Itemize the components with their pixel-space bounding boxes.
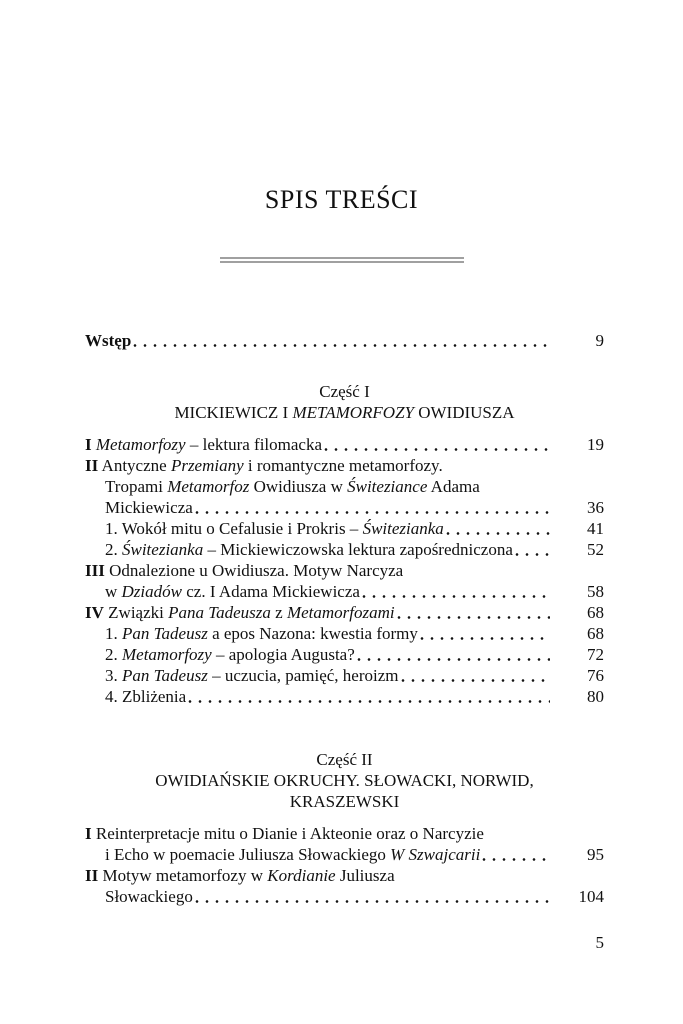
text-segment: Świtezianka <box>362 519 444 538</box>
toc-line-text <box>85 865 395 886</box>
text-segment: z <box>270 603 287 622</box>
text-segment: Juliusza <box>335 866 395 885</box>
dot-leader <box>446 518 550 539</box>
decorative-double-rule <box>220 257 464 263</box>
toc-line-text <box>105 886 193 907</box>
toc-line-text <box>85 455 443 476</box>
text-segment: – lektura filomacka <box>185 435 323 454</box>
toc-entry <box>85 823 604 865</box>
toc-page-number: 41 <box>587 519 604 538</box>
text-segment: Pan Tadeusz <box>122 624 208 643</box>
dot-leader <box>482 844 550 865</box>
toc-line-text <box>105 644 355 665</box>
text-segment: – Mickiewiczowska lektura zapośredniczona <box>203 540 513 559</box>
part-heading-line <box>85 770 604 791</box>
toc-page-number: 9 <box>595 331 604 350</box>
text-segment: Odnalezione u Owidiusza. Motyw Narcyza <box>104 561 404 580</box>
dot-leader <box>357 644 550 665</box>
toc-line <box>85 518 604 539</box>
dot-leader <box>133 330 550 351</box>
dot-leader <box>195 497 550 518</box>
toc-entry <box>85 602 604 623</box>
text-segment: Pana Tadeusza <box>168 603 271 622</box>
text-segment: Część II <box>316 750 373 769</box>
toc-line-text <box>105 476 480 497</box>
toc-line <box>85 581 604 602</box>
text-segment: Motyw metamorfozy w <box>98 866 268 885</box>
toc-entry <box>85 560 604 602</box>
text-segment: Mickiewicza <box>105 498 193 517</box>
text-segment: METAMORFOZY <box>292 403 414 422</box>
toc-line <box>85 476 604 497</box>
toc-page-number: 95 <box>587 845 604 864</box>
toc-line <box>85 823 604 844</box>
toc-page-number: 36 <box>587 498 604 517</box>
text-segment: Związki <box>103 603 169 622</box>
toc-line-text <box>85 330 131 351</box>
toc-entry <box>85 455 604 518</box>
text-segment: Słowackiego <box>105 887 193 906</box>
toc-line-text <box>85 560 403 581</box>
toc-line <box>85 665 604 686</box>
dot-leader <box>195 886 550 907</box>
toc-line-text <box>105 497 193 518</box>
text-segment: 1. Wokół mitu o Cefalusie i Prokris – <box>105 519 363 538</box>
text-segment: 2. <box>105 645 122 664</box>
text-segment: w <box>105 582 122 601</box>
toc-line-text <box>105 518 444 539</box>
text-segment: OWIDIAŃSKIE OKRUCHY. SŁOWACKI, NORWID, <box>155 771 534 790</box>
part-heading <box>85 381 604 423</box>
text-segment: cz. I Adama Mickiewicza <box>182 582 360 601</box>
toc-page-number: 80 <box>587 687 604 706</box>
toc-line-text <box>85 823 484 844</box>
dot-leader <box>397 602 550 623</box>
toc-line-text <box>105 665 399 686</box>
folio-page-number: 5 <box>595 933 604 952</box>
text-segment: 4. Zbliżenia <box>105 687 187 706</box>
toc-line-text <box>105 539 513 560</box>
toc-page-number: 72 <box>587 645 604 664</box>
toc-line <box>85 330 604 351</box>
toc-line <box>85 886 604 907</box>
toc-page-number: 52 <box>587 540 604 559</box>
toc-entry <box>85 518 604 539</box>
toc-line-text <box>85 434 322 455</box>
text-segment: a epos Nazona: kwestia formy <box>207 624 418 643</box>
text-segment: Pan Tadeusz <box>122 666 208 685</box>
toc-entry <box>85 644 604 665</box>
dot-leader <box>401 665 551 686</box>
toc-page-number: 68 <box>587 603 604 622</box>
toc-line <box>85 623 604 644</box>
text-segment: Tropami <box>105 477 168 496</box>
text-segment: Owidiusza w <box>249 477 348 496</box>
text-segment: Metamorfozy <box>95 435 186 454</box>
text-segment: II <box>85 456 99 475</box>
part-heading-line <box>85 749 604 770</box>
dot-leader <box>188 686 550 707</box>
dot-leader <box>420 623 550 644</box>
toc-page-number: 58 <box>587 582 604 601</box>
text-segment: Wstęp <box>85 331 132 350</box>
toc-page-number: 76 <box>587 666 604 685</box>
text-segment: III <box>85 561 105 580</box>
toc-entry <box>85 865 604 907</box>
text-segment: I <box>85 824 92 843</box>
text-segment: I <box>85 435 92 454</box>
part-heading-line <box>85 791 604 812</box>
text-segment: KRASZEWSKI <box>289 792 400 811</box>
text-segment: IV <box>85 603 104 622</box>
toc-line-text <box>105 686 186 707</box>
toc-line <box>85 539 604 560</box>
text-segment: II <box>85 866 99 885</box>
part-heading-line <box>85 402 604 423</box>
toc-line <box>85 434 604 455</box>
toc-entry <box>85 665 604 686</box>
text-segment: Dziadów <box>121 582 182 601</box>
text-segment: Kordianie <box>267 866 336 885</box>
part-heading-line <box>85 381 604 402</box>
toc-line <box>85 686 604 707</box>
text-segment: – uczucia, pamięć, heroizm <box>207 666 399 685</box>
toc-line <box>85 644 604 665</box>
text-segment: Adama <box>427 477 480 496</box>
toc-page-number: 104 <box>578 887 604 906</box>
text-segment: Metamorfozami <box>286 603 395 622</box>
toc-entry <box>85 623 604 644</box>
text-segment: i romantyczne metamorfozy. <box>243 456 443 475</box>
text-segment: Antyczne <box>98 456 171 475</box>
toc-line <box>85 455 604 476</box>
text-segment: Część I <box>319 382 370 401</box>
text-segment: i Echo w poemacie Juliusza Słowackiego <box>105 845 391 864</box>
text-segment: 3. <box>105 666 122 685</box>
dot-leader <box>362 581 550 602</box>
text-segment: Metamorfoz <box>167 477 250 496</box>
page-title: SPIS TREŚCI <box>264 185 419 214</box>
text-segment: Przemiany <box>170 456 244 475</box>
toc-page-number: 68 <box>587 624 604 643</box>
toc-line <box>85 497 604 518</box>
toc-entry <box>85 539 604 560</box>
text-segment: Metamorfozy <box>122 645 212 664</box>
text-segment: – apologia Augusta? <box>211 645 355 664</box>
toc-entry <box>85 686 604 707</box>
dot-leader <box>324 434 550 455</box>
toc-line <box>85 560 604 581</box>
toc-line <box>85 865 604 886</box>
toc-entry <box>85 330 604 351</box>
toc-line-text <box>105 844 480 865</box>
toc-entry <box>85 434 604 455</box>
text-segment: 2. <box>105 540 122 559</box>
dot-leader <box>515 539 550 560</box>
table-of-contents <box>85 330 604 907</box>
toc-line-text <box>105 581 360 602</box>
text-segment: 1. <box>105 624 122 643</box>
toc-line <box>85 844 604 865</box>
text-segment: Reinterpretacje mitu o Dianie i Akteonie oraz o Narcyzie <box>91 824 484 843</box>
text-segment: MICKIEWICZ I <box>174 403 293 422</box>
text-segment: Świteziance <box>347 477 428 496</box>
part-heading <box>85 749 604 812</box>
toc-page-number: 19 <box>587 435 604 454</box>
toc-line-text <box>105 623 418 644</box>
text-segment: W Szwajcarii <box>390 845 481 864</box>
text-segment: OWIDIUSZA <box>413 403 515 422</box>
toc-line <box>85 602 604 623</box>
toc-line-text <box>85 602 395 623</box>
text-segment: Świtezianka <box>122 540 204 559</box>
